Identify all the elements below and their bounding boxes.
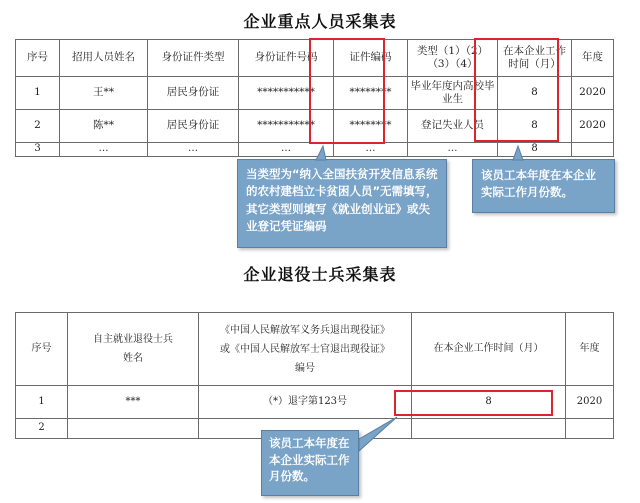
header-cell: 自主就业退役士兵姓名 <box>68 313 199 386</box>
table-cell <box>572 143 614 157</box>
table-cell: 2020 <box>572 77 614 110</box>
table-cell: *** <box>68 386 199 419</box>
callout-pointer <box>238 160 239 161</box>
header-cell: 证件编码 <box>334 40 408 77</box>
veteran-work-months-highlight <box>394 390 553 416</box>
table-cell: 王** <box>60 77 148 110</box>
header-cell: 在本企业工作时间（月） <box>498 40 572 77</box>
callout-pointer <box>262 431 263 432</box>
table-cell: 2020 <box>566 386 614 419</box>
table1-title: 企业重点人员采集表 <box>243 12 397 31</box>
table-row <box>16 143 614 157</box>
table-cell: 1 <box>16 386 68 419</box>
work-months-note-callout-2 <box>261 430 359 496</box>
table2-title: 企业退役士兵采集表 <box>243 265 397 284</box>
header-cell: 年度 <box>566 313 614 386</box>
table-cell: （*）退字第123号 <box>199 386 412 419</box>
table-cell: … <box>148 143 239 157</box>
header-cell: 序号 <box>16 313 68 386</box>
header-cell: 年度 <box>572 40 614 77</box>
header-cell: 招用人员姓名 <box>60 40 148 77</box>
header-cell: 身份证件号码 <box>239 40 334 77</box>
table-cell: … <box>239 143 334 157</box>
table-cell: ******** <box>334 110 408 143</box>
table-cell: 毕业年度内高校毕业生 <box>408 77 498 110</box>
table-cell: 登记失业人员 <box>408 110 498 143</box>
table-cell <box>412 419 566 439</box>
table-cell: … <box>334 143 408 157</box>
table-cell: 8 <box>498 77 572 110</box>
table-cell: … <box>408 143 498 157</box>
table-cell: ******** <box>334 77 408 110</box>
table-cell: 2 <box>16 419 68 439</box>
header-cell: 身份证件类型 <box>148 40 239 77</box>
table-cell: … <box>60 143 148 157</box>
callout-text: 该员工本年度在本企业实际工作月份数。 <box>481 168 596 200</box>
header-cell: 类型（1）（2）（3）（4） <box>408 40 498 77</box>
table-cell: 2 <box>16 110 60 143</box>
table-cell: 8 <box>498 110 572 143</box>
table-cell: 1 <box>16 77 60 110</box>
table-cell: 居民身份证 <box>148 110 239 143</box>
header-cell: 在本企业工作时间（月） <box>412 313 566 386</box>
table-cell: 陈** <box>60 110 148 143</box>
work-months-note-callout-1 <box>472 159 615 213</box>
veterans-table <box>15 312 614 439</box>
table-cell <box>566 419 614 439</box>
work-months-column-highlight <box>474 38 559 142</box>
table-cell: 3 <box>16 143 60 157</box>
callout-pointer <box>473 160 474 161</box>
table-cell <box>68 419 199 439</box>
callout-text: 当类型为“纳入全国扶贫开发信息系统的农村建档立卡贫困人员”无需填写，其它类型则填写《就业创业证》或失业登记凭证编码 <box>246 167 438 233</box>
callout-text: 该员工本年度在本企业实际工作月份数。 <box>269 436 350 484</box>
table-header-row <box>16 313 614 386</box>
header-cell: 序号 <box>16 40 60 77</box>
id-code-note-callout <box>237 159 447 248</box>
table-cell: 8 <box>412 386 566 419</box>
header-cell: 《中国人民解放军义务兵退出现役证》或《中国人民解放军士官退出现役证》编号 <box>199 313 412 386</box>
id-code-column-highlight <box>309 38 385 144</box>
table-cell: 居民身份证 <box>148 77 239 110</box>
table-cell: 2020 <box>572 110 614 143</box>
table-cell: *********** <box>239 77 334 110</box>
table-cell: 8 <box>498 143 572 157</box>
table-cell: *********** <box>239 110 334 143</box>
